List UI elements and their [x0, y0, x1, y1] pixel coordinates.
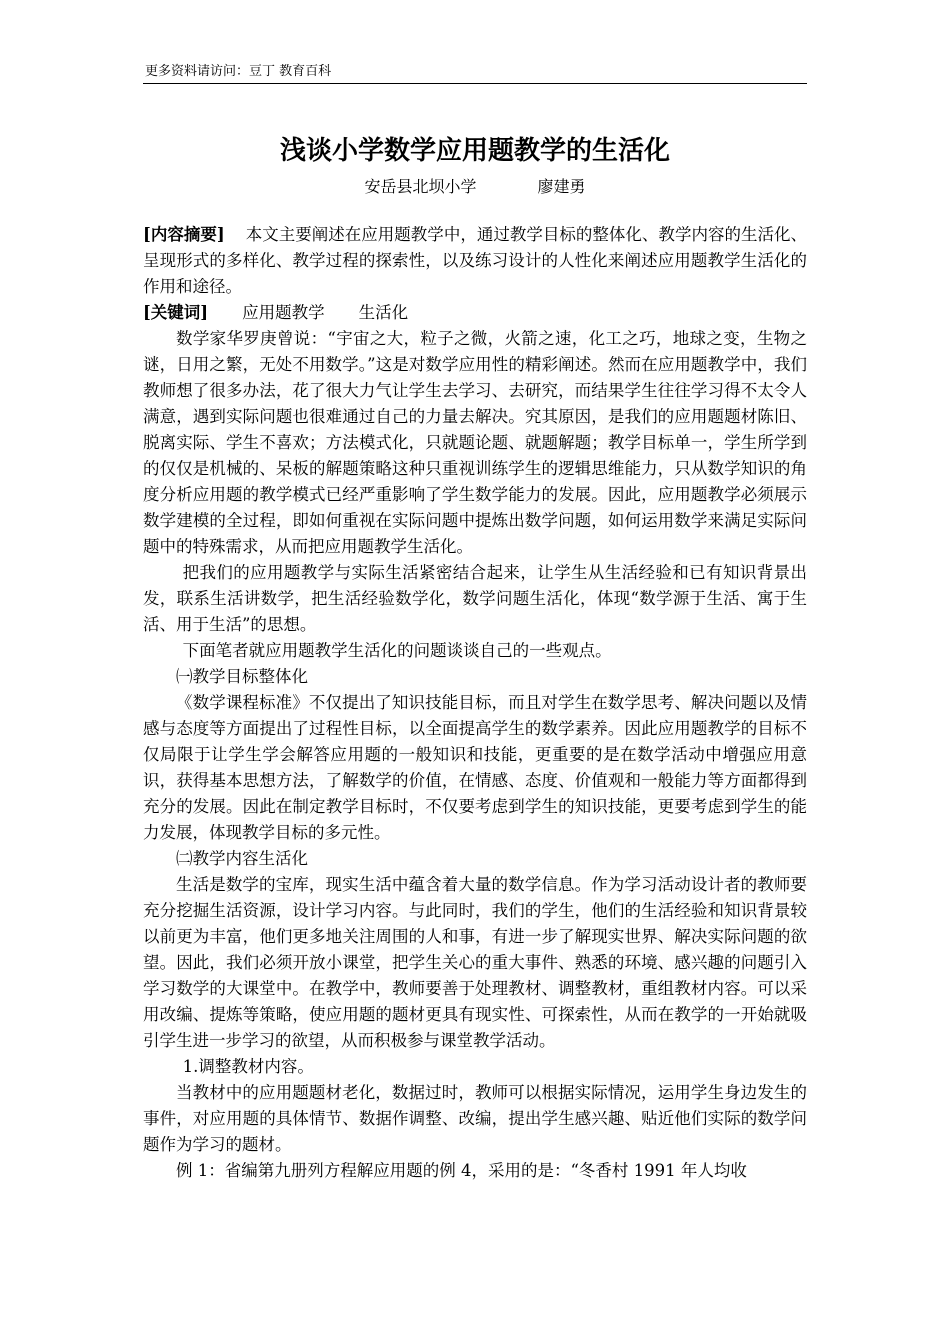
section-heading: ㈡教学内容生活化	[176, 849, 308, 868]
header-divider	[143, 83, 807, 84]
abstract-text: 本文主要阐述在应用题教学中，通过教学目标的整体化、教学内容的生活化、呈现形式的多样化、教学过程的探索性，以及练习设计的人性化来阐述应用题教学生活化的作用和途径。	[143, 225, 808, 296]
paragraph: 《数学课程标准》不仅提出了知识技能目标，而且对学生在数学思考、解决问题以及情感与态度等方面提出了过程性目标，以全面提高学生的数学素养。因此应用题教学的目标不仅局限于让学生学会解答应用题的一般知识和技能，更重要的是在数学活动中增强应用意识，获得基本思想方法，了解数学的价值，在情感、态度、价值观和一般能力等方面都得到充分的发展。因此在制定教学目标时，不仅要考虑到学生的知识技能，更要考虑到学生的能力发展，体现教学目标的多元性。	[143, 693, 807, 842]
paragraph: 把我们的应用题教学与实际生活紧密结合起来，让学生从生活经验和已有知识背景出发，联系生活讲数学，把生活经验数学化，数学问题生活化，体现“数学源于生活、寓于生活、用于生活”的思想。	[143, 563, 807, 634]
paragraph: 当教材中的应用题题材老化，数据过时，教师可以根据实际情况，运用学生身边发生的事件，对应用题的具体情节、数据作调整、改编，提出学生感兴趣、贴近他们实际的数学问题作为学习的题材。	[143, 1083, 807, 1154]
author-name: 廖建勇	[537, 177, 586, 196]
keywords-label: [关键词]	[143, 303, 209, 322]
paragraph: 例 1：省编第九册列方程解应用题的例 4，采用的是：“冬香村 1991 年人均收	[176, 1161, 747, 1180]
paragraph: 数学家华罗庚曾说：“宇宙之大，粒子之微，火箭之速，化工之巧，地球之变，生物之谜，日用之繁，无处不用数学。”这是对数学应用性的精彩阐述。然而在应用题教学中，我们教师想了很多办法，花了很大力气让学生去学习、去研究，而结果学生往往学习得不太令人满意，遇到实际问题也很难通过自己的力量去解决。究其原因，是我们的应用题题材陈旧、脱离实际、学生不喜欢；方法模式化，只就题论题、就题解题；教学目标单一，学生所学到的仅仅是机械的、呆板的解题策略这种只重视训练学生的逻辑思维能力，只从数学知识的角度分析应用题的教学模式已经严重影响了学生数学能力的发展。因此，应用题教学必须展示数学建模的全过程，即如何重视在实际问题中提炼出数学问题，如何运用数学来满足实际问题中的特殊需求，从而把应用题教学生活化。	[143, 329, 807, 556]
abstract-label: [内容摘要]	[143, 225, 225, 244]
keywords	[143, 300, 807, 326]
paragraph: 下面笔者就应用题教学生活化的问题谈谈自己的一些观点。	[182, 641, 612, 660]
article-body	[143, 222, 807, 1184]
abstract	[143, 222, 807, 300]
page-title: 浅谈小学数学应用题教学的生活化	[279, 136, 670, 166]
paragraph: 生活是数学的宝库，现实生活中蕴含着大量的数学信息。作为学习活动设计者的教师要充分挖掘生活资源，设计学习内容。与此同时，我们的学生，他们的生活经验和知识背景较以前更为丰富，他们更多地关注周围的人和事，有进一步了解现实世界、解决实际问题的欲望。因此，我们必须开放小课堂，把学生关心的重大事件、熟悉的环境、感兴趣的问题引入学习数学的大课堂中。在教学中，教师要善于处理教材、调整教材，重组教材内容。可以采用改编、提炼等策略，使应用题的题材更具有现实性、可探索性，从而在教学的一开始就吸引学生进一步学习的欲望，从而积极参与课堂教学活动。	[143, 875, 807, 1050]
author-school: 安岳县北坝小学	[364, 177, 477, 196]
subsection-heading: 1.调整教材内容。	[182, 1057, 314, 1076]
keyword-item: 应用题教学	[242, 303, 325, 322]
keyword-item: 生活化	[358, 303, 409, 322]
page-header: 更多资料请访问：豆丁 教育百科	[145, 64, 332, 79]
section-heading: ㈠教学目标整体化	[176, 667, 308, 686]
byline	[0, 176, 950, 198]
